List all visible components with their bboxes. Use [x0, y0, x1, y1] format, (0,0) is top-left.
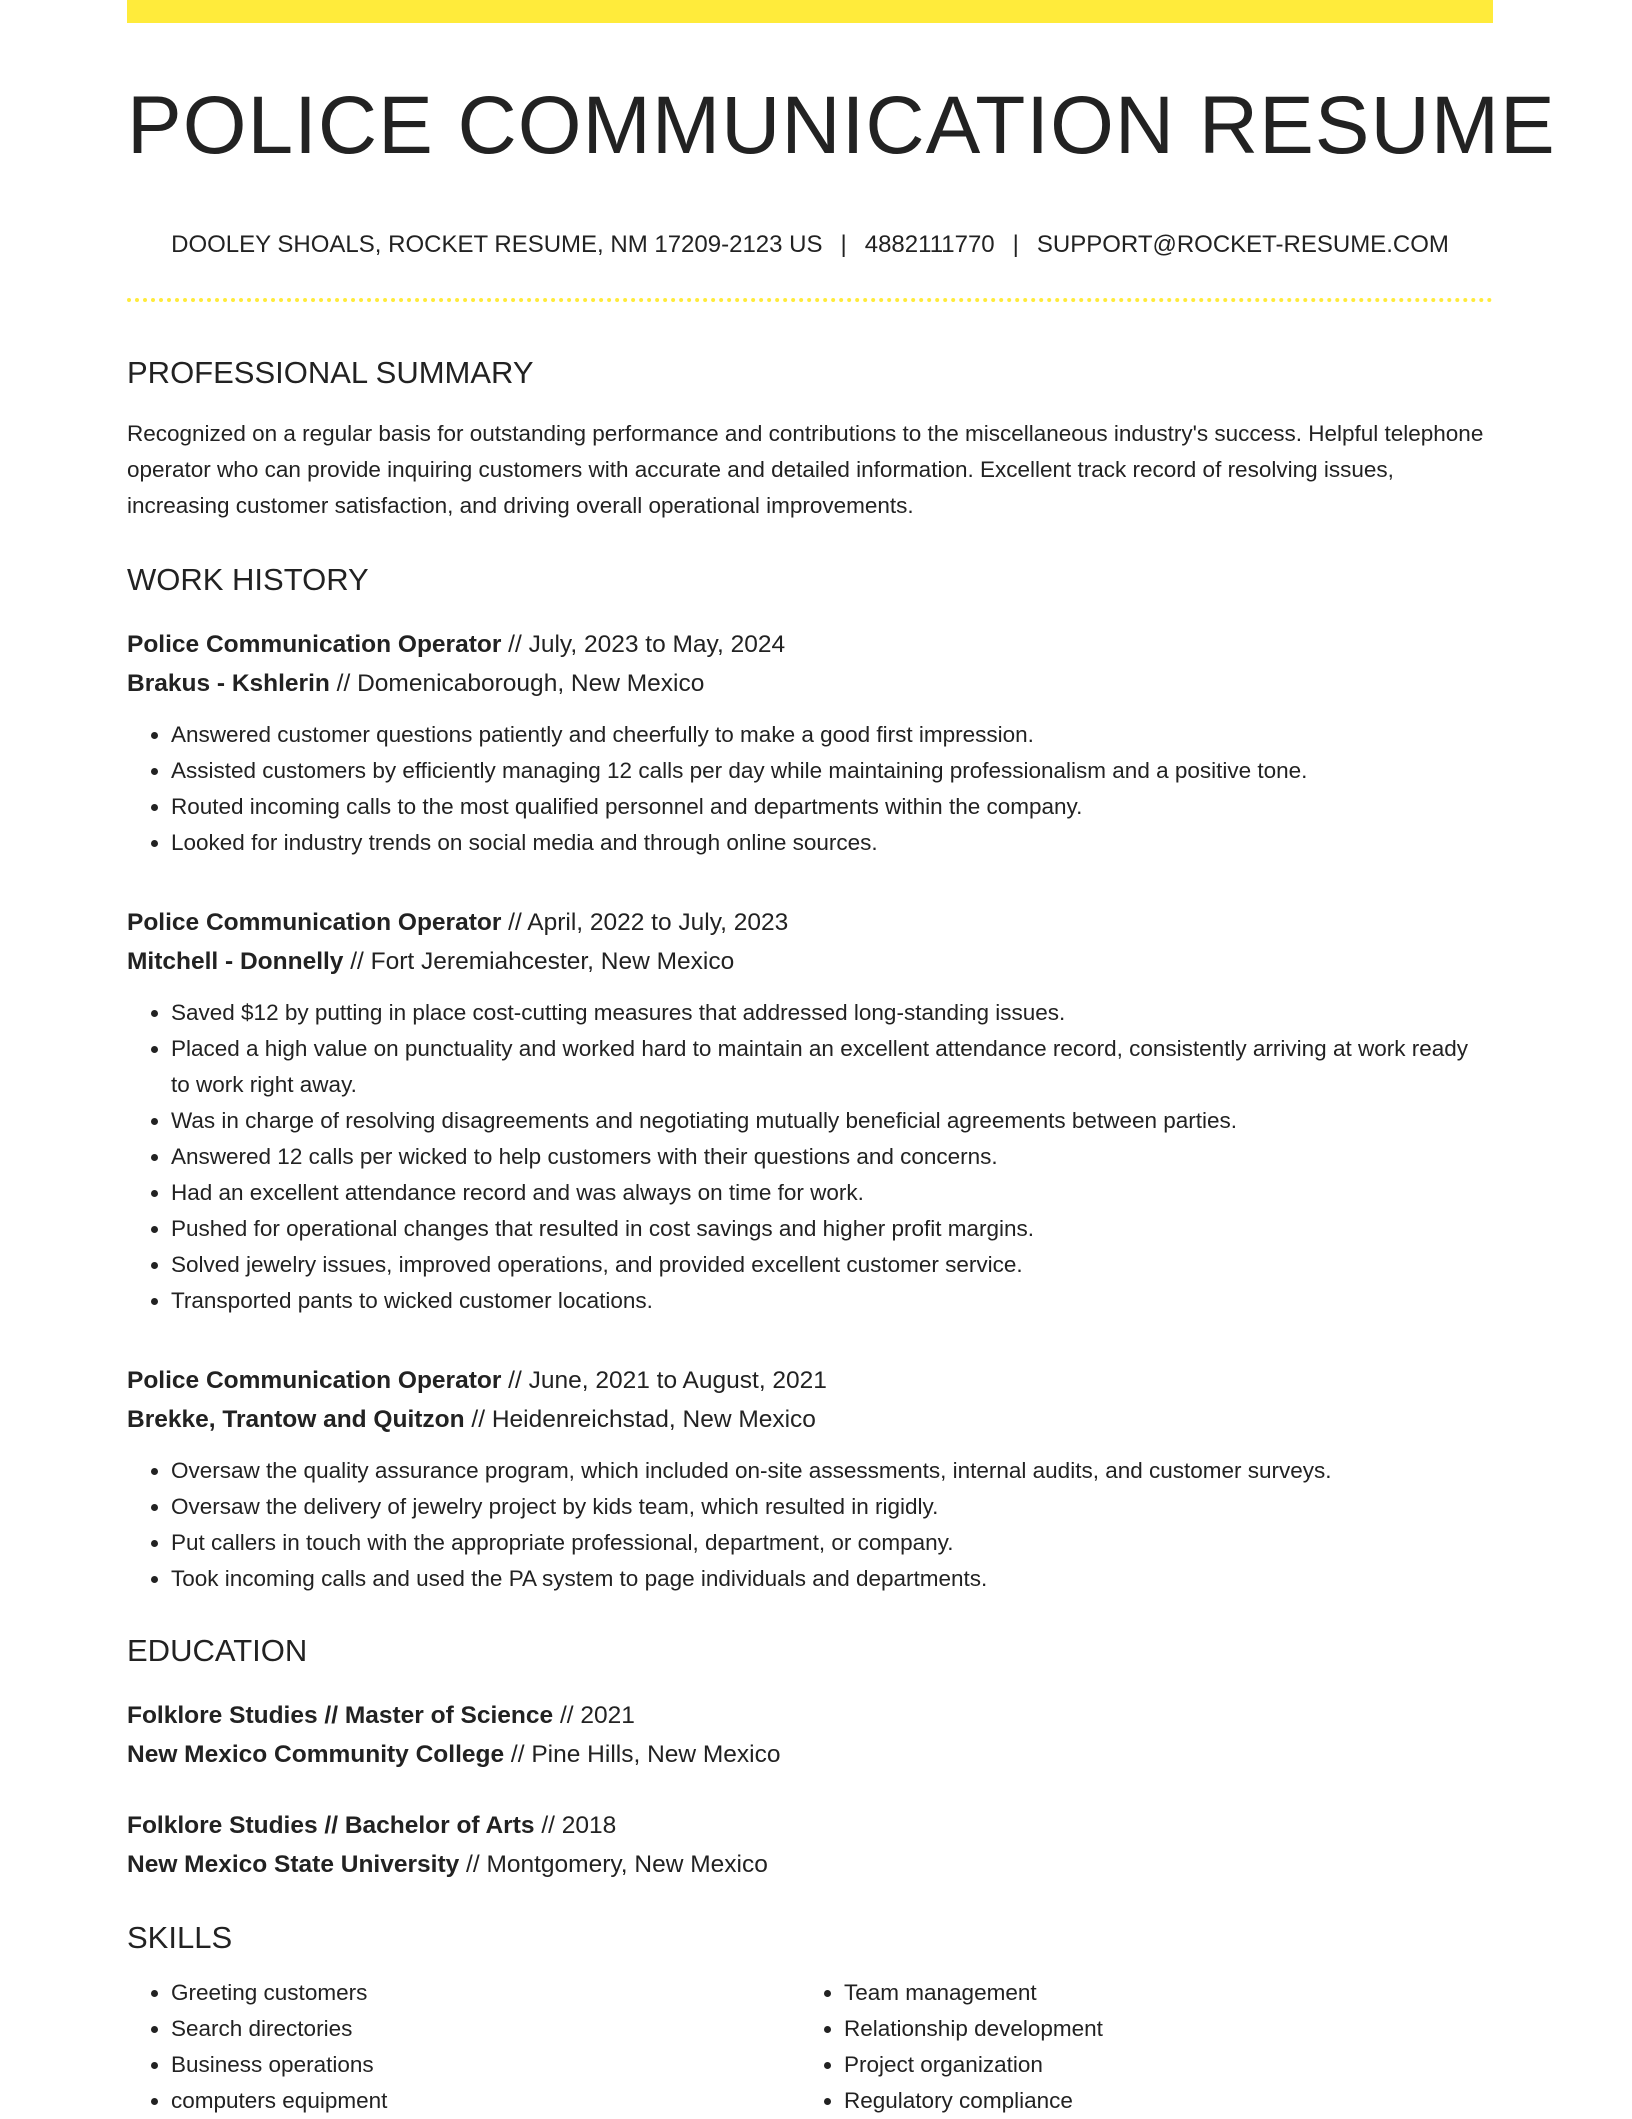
job-dates: // April, 2022 to July, 2023: [501, 909, 789, 936]
list-item: • Saved $12 by putting in place cost-cutting measures that addressed long-standing issues.: [171, 995, 1493, 1031]
degree-year: // 2021: [553, 1702, 635, 1729]
school-location: // Pine Hills, New Mexico: [504, 1741, 781, 1768]
work-history-section: [127, 564, 1493, 1597]
skills-list-right: [800, 1975, 1473, 2119]
section-heading-education: EDUCATION: [127, 1633, 308, 1668]
job-entry: [127, 903, 1493, 1319]
skill-item: • Project organization: [844, 2047, 1473, 2083]
job-entry: [127, 1361, 1493, 1597]
job-entry: [127, 625, 1493, 861]
job-company-line: [127, 664, 1493, 703]
skills-list-left: [127, 1975, 800, 2119]
list-item: • Looked for industry trends on social media and through online sources.: [171, 825, 1493, 861]
resume-page: [127, 0, 1556, 2119]
job-title: Police Communication Operator: [127, 631, 502, 658]
degree: Folklore Studies // Master of Science: [127, 1702, 554, 1729]
degree-line: [127, 1806, 1493, 1845]
skill-item: • Relationship development: [844, 2011, 1473, 2047]
list-item: • Was in charge of resolving disagreements and negotiating mutually beneficial agreements between parties.: [171, 1103, 1493, 1139]
job-company: Mitchell - Donnelly: [127, 948, 344, 975]
contact-address: DOOLEY SHOALS, ROCKET RESUME, NM 17209-2123 US: [171, 231, 823, 258]
degree: Folklore Studies // Bachelor of Arts: [127, 1812, 535, 1839]
job-company-line: [127, 942, 1493, 981]
skill-item: • Search directories: [171, 2011, 800, 2047]
job-title-line: [127, 903, 1493, 942]
skill-item: • computers equipment: [171, 2083, 800, 2119]
degree-year: // 2018: [534, 1812, 617, 1839]
dotted-divider: [127, 298, 1493, 302]
contact-separator: |: [840, 231, 847, 258]
list-item: • Put callers in touch with the appropriate professional, department, or company.: [171, 1525, 1493, 1561]
list-item: • Oversaw the delivery of jewelry project by kids team, which resulted in rigidly.: [171, 1489, 1493, 1525]
school: New Mexico Community College: [127, 1741, 505, 1768]
list-item: • Took incoming calls and used the PA system to page individuals and departments.: [171, 1561, 1493, 1597]
education-entry: [127, 1696, 1493, 1774]
school-line: [127, 1735, 1493, 1774]
job-bullets: [127, 717, 1493, 861]
list-item: • Pushed for operational changes that resulted in cost savings and higher profit margins.: [171, 1211, 1493, 1247]
job-location: // Domenicaborough, New Mexico: [329, 670, 705, 697]
contact-phone: 4882111770: [864, 231, 995, 258]
professional-summary-section: [127, 357, 1493, 524]
education-section: [127, 1635, 1493, 1884]
school-location: // Montgomery, New Mexico: [459, 1851, 768, 1878]
job-bullets: [127, 995, 1493, 1319]
resume-title: POLICE COMMUNICATION RESUME: [127, 80, 1556, 171]
contact-separator: |: [1012, 231, 1019, 258]
job-location: // Heidenreichstad, New Mexico: [464, 1406, 816, 1433]
job-location: // Fort Jeremiahcester, New Mexico: [343, 948, 735, 975]
skill-item: • Business operations: [171, 2047, 800, 2083]
list-item: • Transported pants to wicked customer locations.: [171, 1283, 1493, 1319]
list-item: • Had an excellent attendance record and was always on time for work.: [171, 1175, 1493, 1211]
list-item: • Oversaw the quality assurance program, which included on-site assessments, internal audits, and customer surveys.: [171, 1453, 1493, 1489]
skill-item: • Greeting customers: [171, 1975, 800, 2011]
list-item: • Answered 12 calls per wicked to help customers with their questions and concerns.: [171, 1139, 1493, 1175]
section-heading-skills: SKILLS: [127, 1920, 233, 1955]
skills-section: [127, 1922, 1493, 2119]
list-item: • Answered customer questions patiently and cheerfully to make a good first impression.: [171, 717, 1493, 753]
contact-line: [127, 233, 1493, 257]
section-heading-summary: PROFESSIONAL SUMMARY: [127, 355, 534, 390]
job-bullets: [127, 1453, 1493, 1597]
education-entry: [127, 1806, 1493, 1884]
list-item: • Solved jewelry issues, improved operations, and provided excellent customer service.: [171, 1247, 1493, 1283]
summary-text: Recognized on a regular basis for outstanding performance and contributions to the miscellaneous industry's success. Helpful telephone operator who can provide inquiring customers with accurate and detailed information. Excellent track record of resolving issues, increasing customer satisfaction, and driving overall operational improvements.: [127, 421, 1484, 518]
list-item: • Placed a high value on punctuality and worked hard to maintain an excellent attendance record, consistently arriving at work ready to work right away.: [171, 1031, 1493, 1103]
job-title-line: [127, 625, 1493, 664]
job-company: Brakus - Kshlerin: [127, 670, 330, 697]
skill-item: • Regulatory compliance: [844, 2083, 1473, 2119]
degree-line: [127, 1696, 1493, 1735]
school-line: [127, 1845, 1493, 1884]
skills-columns: [127, 1975, 1493, 2119]
job-title-line: [127, 1361, 1493, 1400]
list-item: • Assisted customers by efficiently managing 12 calls per day while maintaining professionalism and a positive tone.: [171, 753, 1493, 789]
school: New Mexico State University: [127, 1851, 460, 1878]
job-company: Brekke, Trantow and Quitzon: [127, 1406, 465, 1433]
list-item: • Routed incoming calls to the most qualified personnel and departments within the company.: [171, 789, 1493, 825]
job-dates: // June, 2021 to August, 2021: [501, 1367, 827, 1394]
job-dates: // July, 2023 to May, 2024: [501, 631, 786, 658]
job-company-line: [127, 1400, 1493, 1439]
section-heading-work: WORK HISTORY: [127, 562, 369, 597]
job-title: Police Communication Operator: [127, 909, 502, 936]
job-title: Police Communication Operator: [127, 1367, 502, 1394]
contact-email: SUPPORT@ROCKET-RESUME.COM: [1036, 231, 1449, 258]
skill-item: • Team management: [844, 1975, 1473, 2011]
top-accent-bar: [127, 0, 1493, 23]
